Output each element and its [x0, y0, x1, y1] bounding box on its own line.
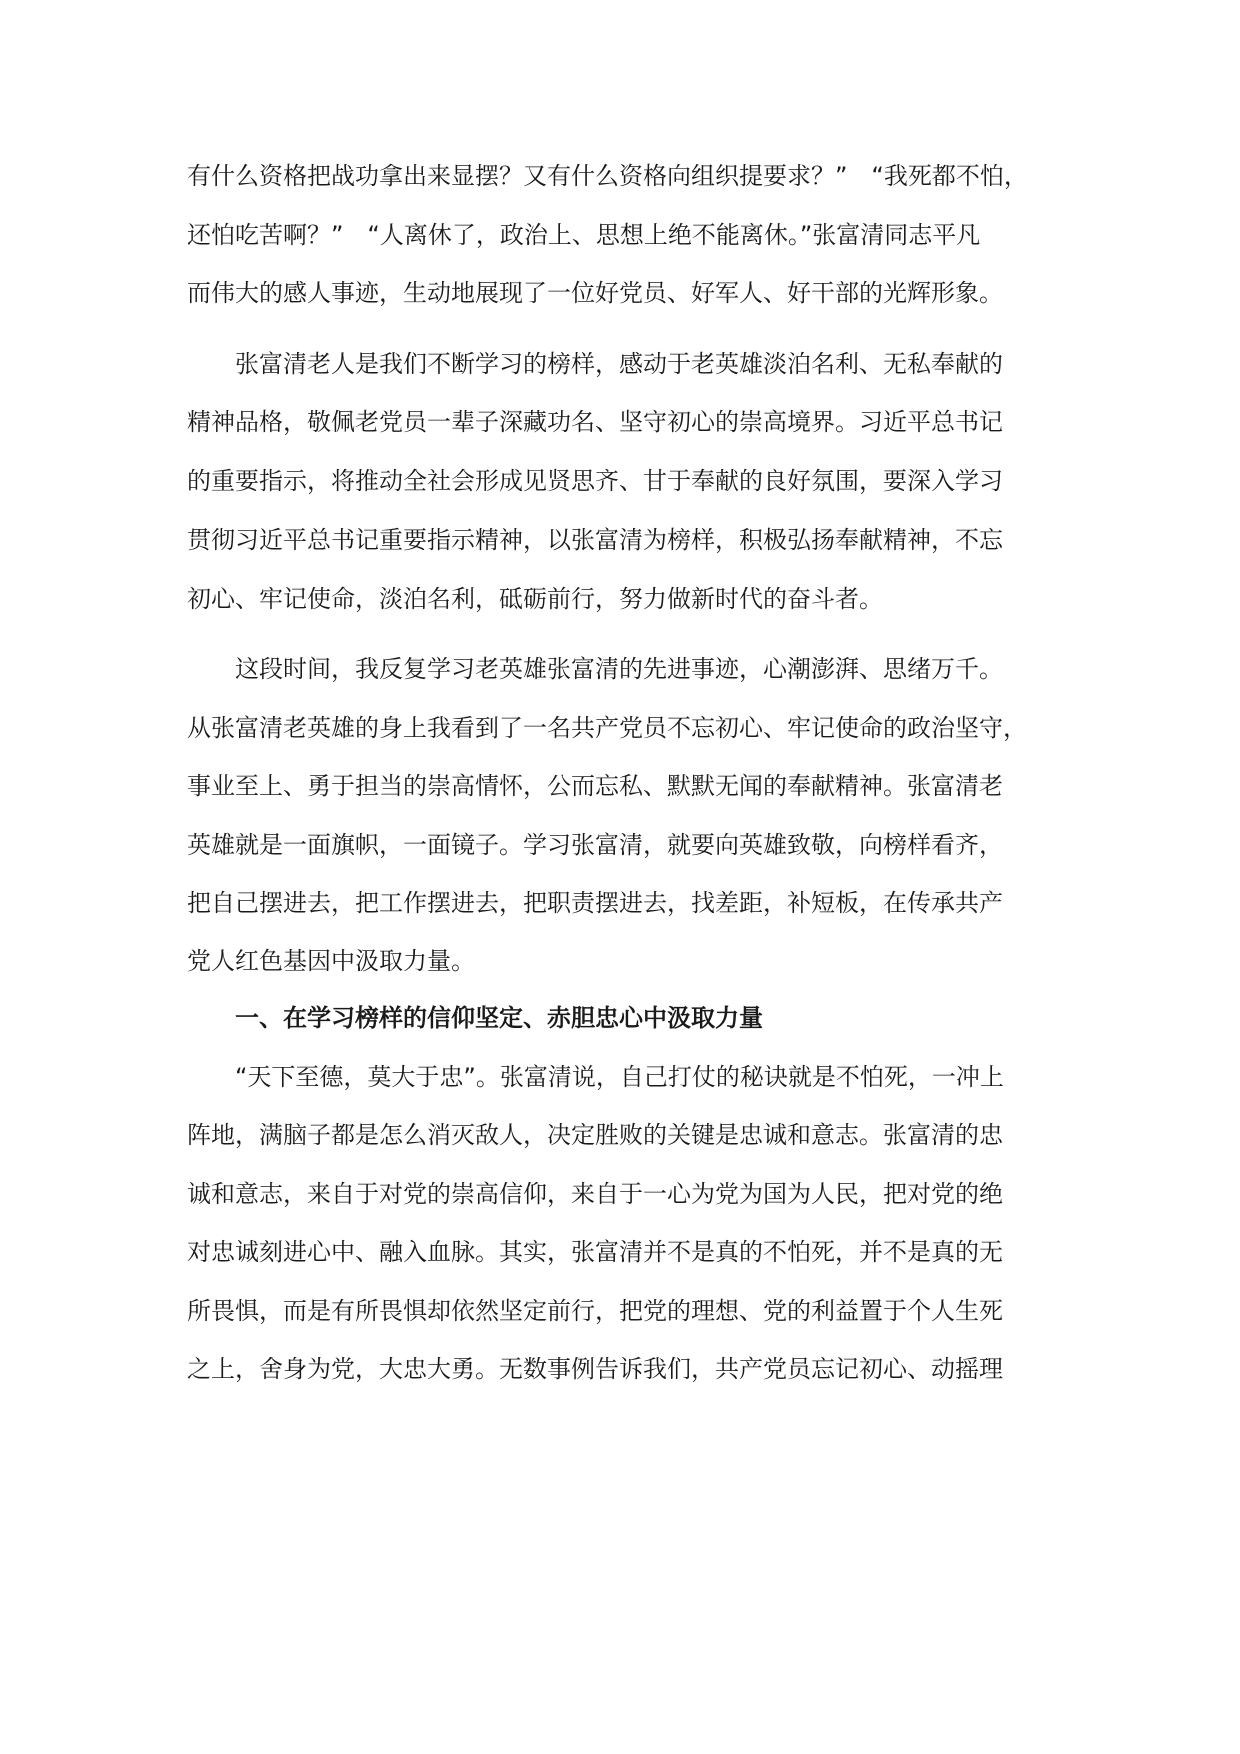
paragraph-1-line-3: 而伟大的感人事迹，生动地展现了一位好党员、好军人、好干部的光辉形象。: [187, 279, 1003, 307]
paragraph-4-line-1: “天下至德，莫大于忠”。张富清说，自己打仗的秘诀就是不怕死，一冲上: [235, 1063, 1004, 1091]
paragraph-2-line-1: 张富清老人是我们不断学习的榜样，感动于老英雄淡泊名利、无私奉献的: [235, 350, 1003, 378]
paragraph-2-line-4: 贯彻习近平总书记重要指示精神，以张富清为榜样，积极弘扬奉献精神，不忘: [187, 526, 1003, 554]
paragraph-4-line-5: 所畏惧，而是有所畏惧却依然坚定前行，把党的理想、党的利益置于个人生死: [187, 1297, 1003, 1325]
paragraph-2-line-2: 精神品格，敬佩老党员一辈子深藏功名、坚守初心的崇高境界。习近平总书记: [187, 408, 1003, 436]
paragraph-2-line-3: 的重要指示，将推动全社会形成见贤思齐、甘于奉献的良好氛围，要深入学习: [187, 467, 1003, 495]
paragraph-3-line-1: 这段时间，我反复学习老英雄张富清的先进事迹，心潮澎湃、思绪万千。: [235, 655, 1003, 683]
paragraph-3-line-3: 事业至上、勇于担当的崇高情怀，公而忘私、默默无闻的奉献精神。张富清老: [187, 772, 1003, 800]
paragraph-4-line-2: 阵地，满脑子都是怎么消灭敌人，决定胜败的关键是忠诚和意志。张富清的忠: [187, 1121, 1003, 1149]
paragraph-4-line-4: 对忠诚刻进心中、融入血脉。其实，张富清并不是真的不怕死，并不是真的无: [187, 1238, 1003, 1266]
paragraph-3-line-6: 党人红色基因中汲取力量。: [187, 947, 475, 975]
section-heading: 一、在学习榜样的信仰坚定、赤胆忠心中汲取力量: [235, 1004, 763, 1032]
paragraph-3-line-4: 英雄就是一面旗帜，一面镜子。学习张富清，就要向英雄致敬，向榜样看齐，: [187, 831, 1003, 859]
paragraph-4-line-3: 诚和意志，来自于对党的崇高信仰，来自于一心为党为国为人民，把对党的绝: [187, 1180, 1003, 1208]
paragraph-2-line-5: 初心、牢记使命，淡泊名利，砥砺前行，努力做新时代的奋斗者。: [187, 585, 883, 613]
paragraph-1-line-2: 还怕吃苦啊？” “人离休了，政治上、思想上绝不能离休。”张富清同志平凡: [187, 221, 981, 249]
paragraph-3-line-2: 从张富清老英雄的身上我看到了一名共产党员不忘初心、牢记使命的政治坚守，: [187, 714, 1027, 742]
paragraph-4-line-6: 之上，舍身为党，大忠大勇。无数事例告诉我们，共产党员忘记初心、动摇理: [187, 1355, 1003, 1383]
paragraph-1-line-1: 有什么资格把战功拿出来显摆？又有什么资格向组织提要求？” “我死都不怕，: [187, 162, 1028, 190]
paragraph-3-line-5: 把自己摆进去，把工作摆进去，把职责摆进去，找差距，补短板，在传承共产: [187, 889, 1003, 917]
